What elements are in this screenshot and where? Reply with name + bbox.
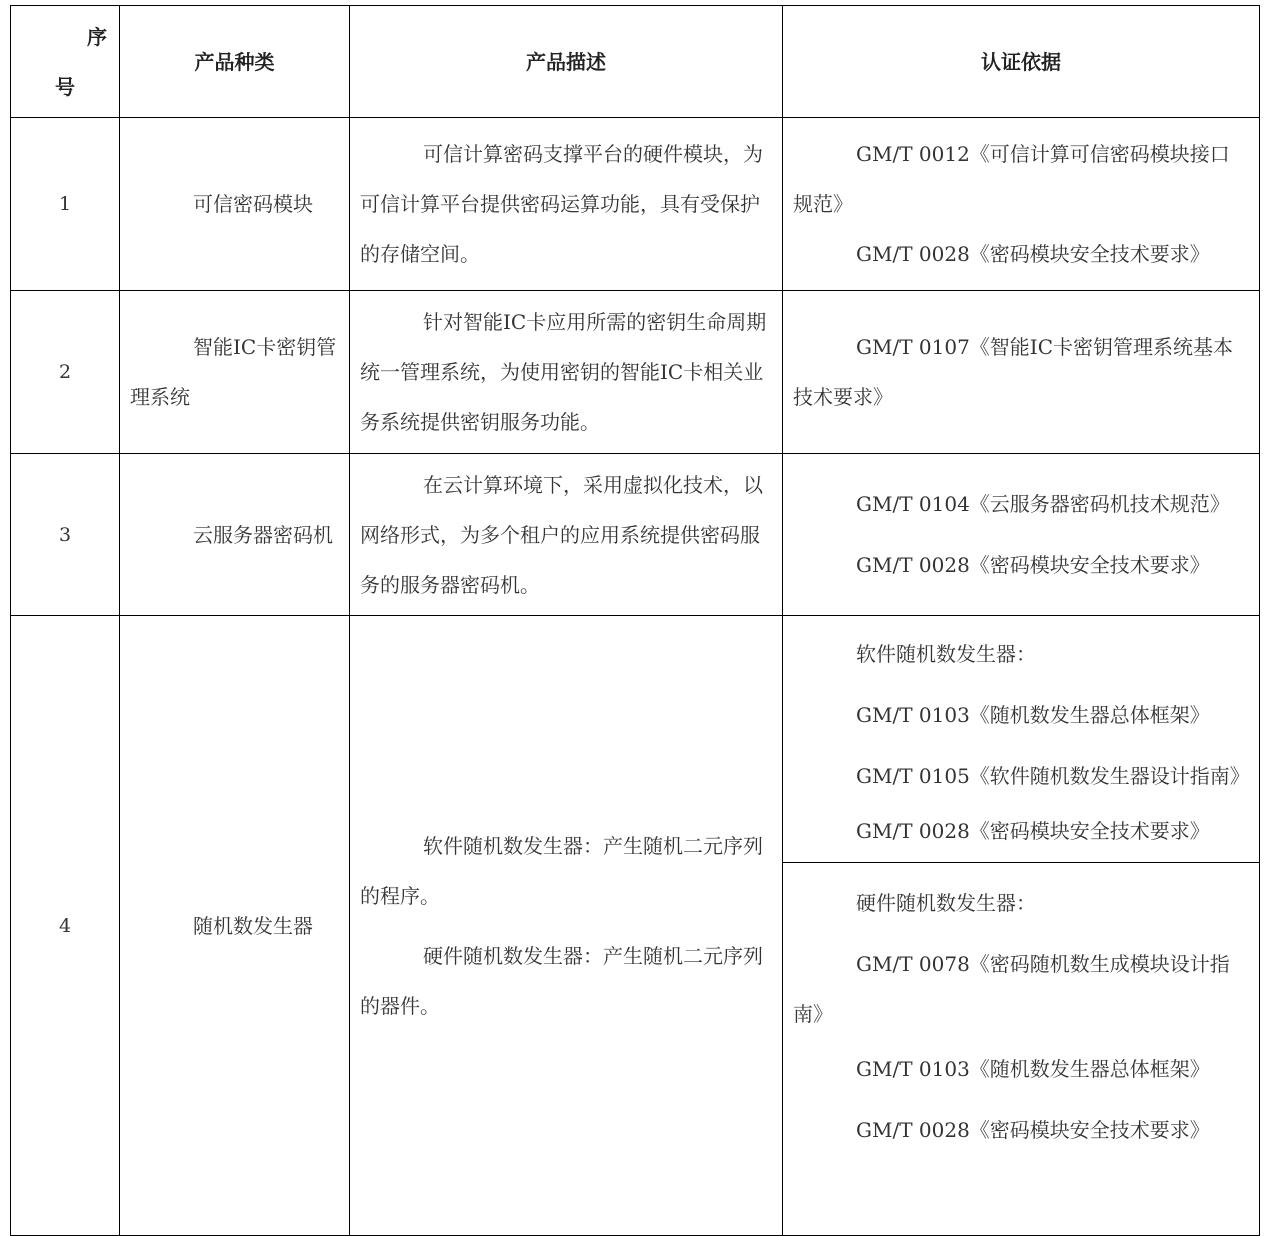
basis-group-title: 软件随机数发生器： bbox=[856, 642, 1036, 666]
table-row bbox=[11, 616, 1260, 1236]
basis-group-hardware bbox=[782, 862, 1260, 1161]
basis-item: GM/T 0103《随机数发生器总体框架》 bbox=[856, 1057, 1210, 1081]
row-category: 可信密码模块 bbox=[120, 118, 350, 291]
row-description bbox=[350, 118, 783, 291]
basis-item: GM/T 0028《密码模块安全技术要求》 bbox=[856, 1118, 1210, 1142]
row-basis bbox=[783, 118, 1260, 291]
basis-item: GM/T 0028《密码模块安全技术要求》 bbox=[856, 242, 1210, 266]
row-category: 智能IC卡密钥管理系统 bbox=[120, 291, 350, 454]
header-seq bbox=[11, 6, 120, 118]
row-basis bbox=[783, 291, 1260, 454]
basis-item: GM/T 0078《密码随机数生成模块设计指南》 bbox=[793, 952, 1230, 1026]
table-row bbox=[11, 454, 1260, 616]
row-description bbox=[350, 616, 783, 1236]
header-category: 产品种类 bbox=[120, 6, 350, 118]
row-description bbox=[350, 454, 783, 616]
header-description: 产品描述 bbox=[350, 6, 783, 118]
header-row bbox=[11, 6, 1260, 118]
certification-table bbox=[10, 5, 1260, 1236]
description-text: 可信计算密码支撑平台的硬件模块，为可信计算平台提供密码运算功能，具有受保护的存储空间。 bbox=[360, 142, 763, 266]
row-number: 4 bbox=[11, 616, 120, 1236]
row-description bbox=[350, 291, 783, 454]
row-category: 随机数发生器 bbox=[120, 616, 350, 1236]
basis-item: GM/T 0104《云服务器密码机技术规范》 bbox=[856, 491, 1230, 516]
header-seq-line2: 号 bbox=[55, 74, 75, 99]
description-text: 针对智能IC卡应用所需的密钥生命周期统一管理系统，为使用密钥的智能IC卡相关业务系统提供密钥服务功能。 bbox=[360, 310, 767, 434]
row-basis bbox=[783, 616, 1260, 1236]
row-basis bbox=[783, 454, 1260, 616]
description-text: 在云计算环境下，采用虚拟化技术，以网络形式，为多个租户的应用系统提供密码服务的服务器密码机。 bbox=[360, 472, 763, 597]
row-number: 3 bbox=[11, 454, 120, 616]
description-text: 硬件随机数发生器：产生随机二元序列的器件。 bbox=[360, 943, 763, 1018]
table-row bbox=[11, 291, 1260, 454]
row-number: 2 bbox=[11, 291, 120, 454]
header-basis: 认证依据 bbox=[783, 6, 1260, 118]
table-row bbox=[11, 118, 1260, 291]
row-number: 1 bbox=[11, 118, 120, 291]
basis-group-software bbox=[793, 624, 1249, 862]
basis-item: GM/T 0105《软件随机数发生器设计指南》 bbox=[856, 764, 1250, 788]
row-category: 云服务器密码机 bbox=[120, 454, 350, 616]
basis-item: GM/T 0028《密码模块安全技术要求》 bbox=[856, 819, 1210, 843]
basis-item: GM/T 0028《密码模块安全技术要求》 bbox=[856, 552, 1210, 577]
description-text: 软件随机数发生器：产生随机二元序列的程序。 bbox=[360, 833, 763, 908]
basis-item: GM/T 0103《随机数发生器总体框架》 bbox=[856, 703, 1210, 727]
header-seq-line1: 序 bbox=[87, 24, 107, 49]
basis-group-title: 硬件随机数发生器： bbox=[856, 891, 1036, 915]
basis-item: GM/T 0012《可信计算可信密码模块接口规范》 bbox=[793, 142, 1230, 216]
basis-item: GM/T 0107《智能IC卡密钥管理系统基本技术要求》 bbox=[793, 335, 1233, 409]
